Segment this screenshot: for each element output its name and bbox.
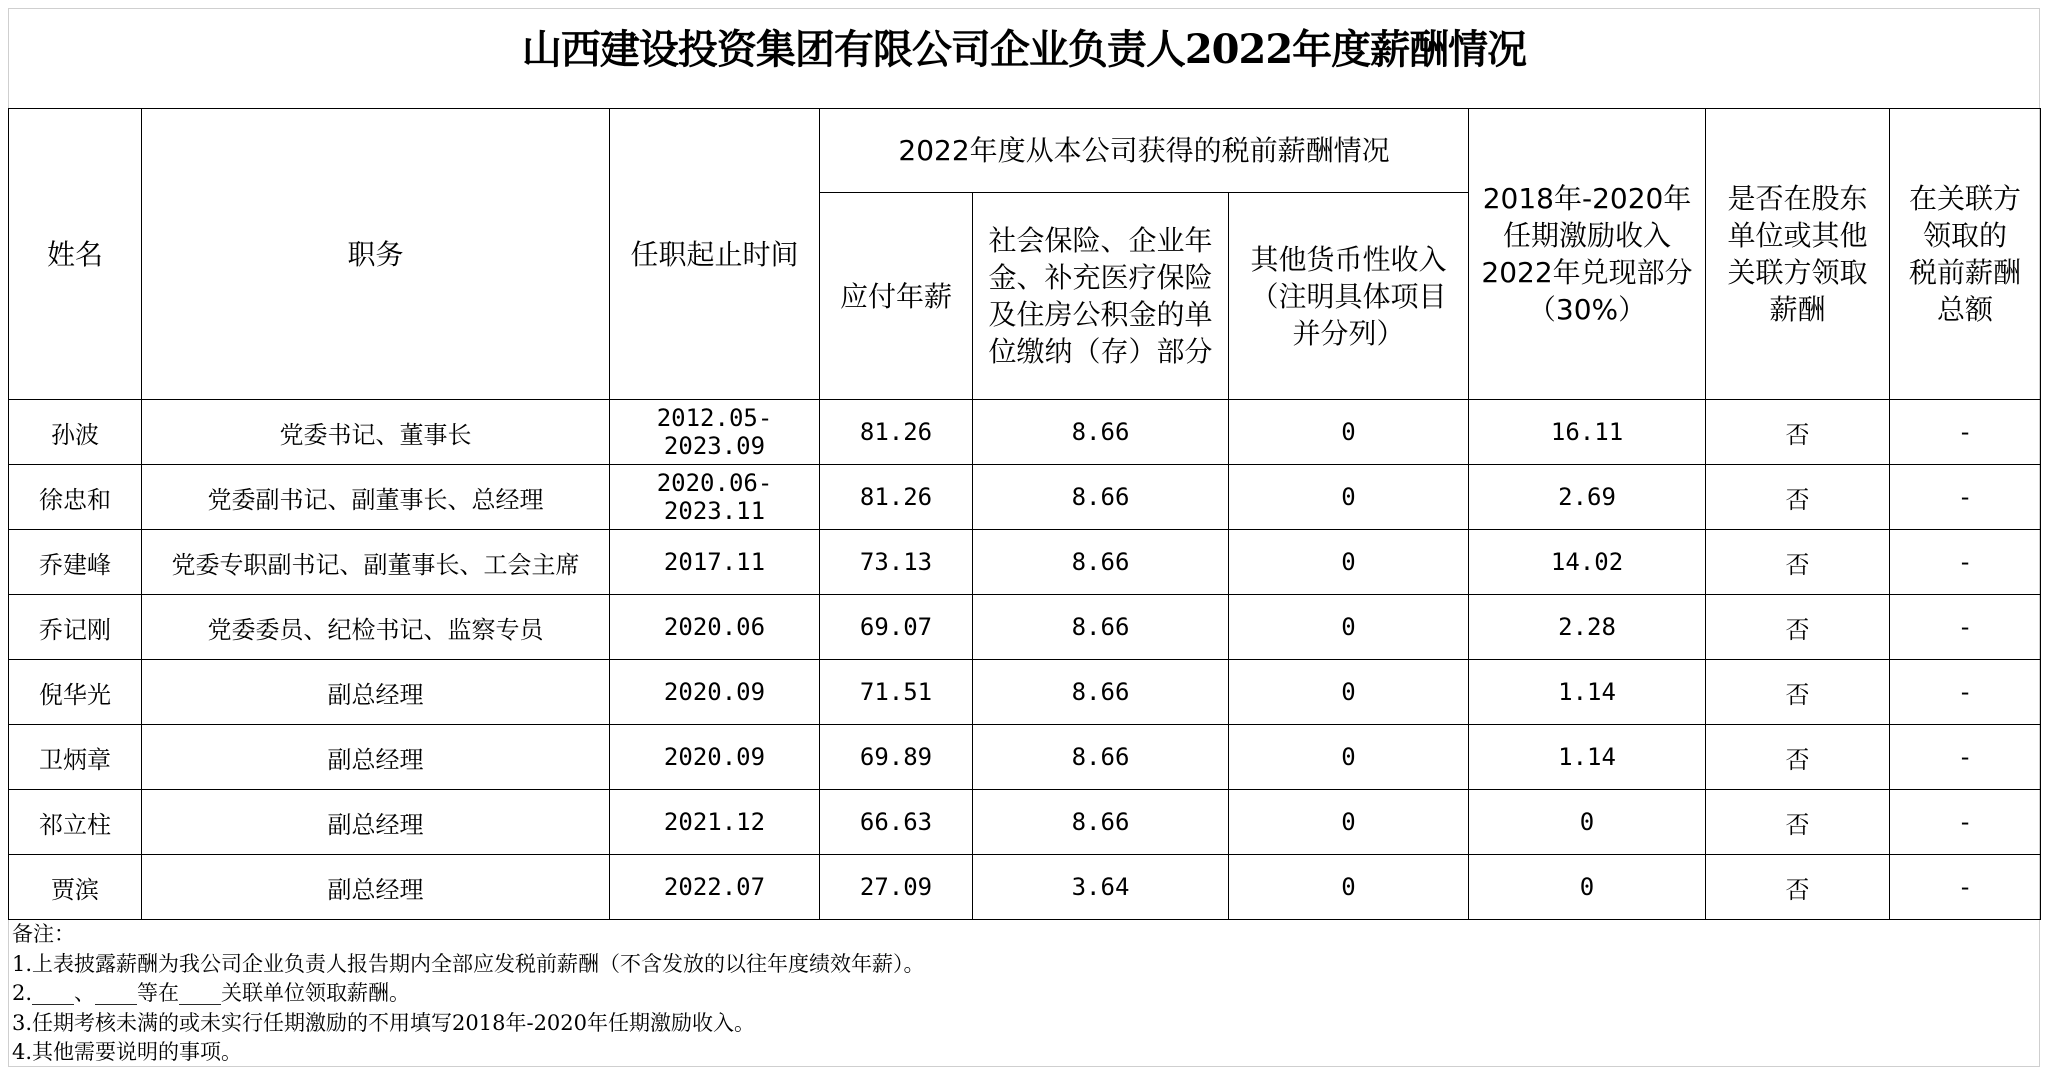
header-social-insurance: 社会保险、企业年 金、补充医疗保险 及住房公积金的单 位缴纳（存）部分	[973, 193, 1229, 400]
note-item: 1.上表披露薪酬为我公司企业负责人报告期内全部应发税前薪酬（不含发放的以往年度绩效年薪）。	[12, 951, 925, 976]
table-row	[9, 790, 2041, 855]
cell-other-income: 0	[1229, 725, 1469, 790]
cell-social-insurance: 8.66	[973, 595, 1229, 660]
cell-term: 2020.09	[610, 660, 820, 725]
cell-shareholder: 否	[1706, 855, 1890, 920]
cell-incentive: 0	[1469, 855, 1706, 920]
cell-position: 党委委员、纪检书记、监察专员	[142, 595, 610, 660]
cell-other-income: 0	[1229, 595, 1469, 660]
cell-other-income: 0	[1229, 530, 1469, 595]
cell-position: 副总经理	[142, 660, 610, 725]
cell-shareholder: 否	[1706, 790, 1890, 855]
cell-other-income: 0	[1229, 660, 1469, 725]
cell-social-insurance: 8.66	[973, 660, 1229, 725]
cell-shareholder: 否	[1706, 400, 1890, 465]
cell-annual-salary: 27.09	[820, 855, 973, 920]
cell-related-total: -	[1890, 660, 2041, 725]
cell-term: 2012.05-2023.09	[610, 400, 820, 465]
header-shareholder: 是否在股东 单位或其他 关联方领取 薪酬	[1706, 109, 1890, 400]
cell-name: 孙波	[9, 400, 142, 465]
cell-term: 2017.11	[610, 530, 820, 595]
cell-annual-salary: 69.07	[820, 595, 973, 660]
cell-position: 副总经理	[142, 790, 610, 855]
cell-incentive: 16.11	[1469, 400, 1706, 465]
cell-name: 倪华光	[9, 660, 142, 725]
cell-name: 卫炳章	[9, 725, 142, 790]
header-name: 姓名	[9, 109, 142, 400]
cell-social-insurance: 8.66	[973, 530, 1229, 595]
header-related-total: 在关联方 领取的 税前薪酬 总额	[1890, 109, 2041, 400]
cell-term: 2020.06	[610, 595, 820, 660]
header-2022-salary-group: 2022年度从本公司获得的税前薪酬情况	[820, 109, 1469, 193]
cell-position: 党委书记、董事长	[142, 400, 610, 465]
cell-position: 副总经理	[142, 725, 610, 790]
cell-related-total: -	[1890, 595, 2041, 660]
note-item: 3.任期考核未满的或未实行任期激励的不用填写2018年-2020年任期激励收入。	[12, 1010, 756, 1035]
header-term: 任职起止时间	[610, 109, 820, 400]
cell-annual-salary: 81.26	[820, 400, 973, 465]
cell-name: 贾滨	[9, 855, 142, 920]
cell-related-total: -	[1890, 790, 2041, 855]
header-other-income: 其他货币性收入 （注明具体项目 并分列）	[1229, 193, 1469, 400]
cell-incentive: 2.69	[1469, 465, 1706, 530]
cell-shareholder: 否	[1706, 465, 1890, 530]
cell-related-total: -	[1890, 400, 2041, 465]
cell-shareholder: 否	[1706, 725, 1890, 790]
cell-name: 徐忠和	[9, 465, 142, 530]
salary-table	[8, 108, 2041, 920]
table-row	[9, 465, 2041, 530]
table-row	[9, 400, 2041, 465]
cell-position: 党委专职副书记、副董事长、工会主席	[142, 530, 610, 595]
cell-shareholder: 否	[1706, 595, 1890, 660]
cell-shareholder: 否	[1706, 530, 1890, 595]
cell-other-income: 0	[1229, 790, 1469, 855]
cell-related-total: -	[1890, 530, 2041, 595]
cell-related-total: -	[1890, 855, 2041, 920]
cell-social-insurance: 8.66	[973, 725, 1229, 790]
cell-position: 副总经理	[142, 855, 610, 920]
cell-name: 乔记刚	[9, 595, 142, 660]
cell-incentive: 2.28	[1469, 595, 1706, 660]
notes-section	[12, 920, 925, 1068]
cell-related-total: -	[1890, 725, 2041, 790]
table-row	[9, 530, 2041, 595]
cell-name: 乔建峰	[9, 530, 142, 595]
cell-shareholder: 否	[1706, 660, 1890, 725]
cell-name: 祁立柱	[9, 790, 142, 855]
cell-annual-salary: 66.63	[820, 790, 973, 855]
cell-incentive: 14.02	[1469, 530, 1706, 595]
cell-position: 党委副书记、副董事长、总经理	[142, 465, 610, 530]
cell-term: 2020.09	[610, 725, 820, 790]
note-item: 4.其他需要说明的事项。	[12, 1040, 243, 1064]
cell-social-insurance: 8.66	[973, 400, 1229, 465]
page-title: 山西建设投资集团有限公司企业负责人2022年度薪酬情况	[521, 26, 1527, 73]
cell-term: 2021.12	[610, 790, 820, 855]
cell-other-income: 0	[1229, 465, 1469, 530]
cell-other-income: 0	[1229, 855, 1469, 920]
cell-incentive: 0	[1469, 790, 1706, 855]
cell-incentive: 1.14	[1469, 725, 1706, 790]
table-row	[9, 595, 2041, 660]
table-row	[9, 660, 2041, 725]
cell-term: 2020.06-2023.11	[610, 465, 820, 530]
header-position: 职务	[142, 109, 610, 400]
cell-other-income: 0	[1229, 400, 1469, 465]
cell-annual-salary: 73.13	[820, 530, 973, 595]
table-row	[9, 855, 2041, 920]
cell-social-insurance: 3.64	[973, 855, 1229, 920]
cell-social-insurance: 8.66	[973, 465, 1229, 530]
cell-incentive: 1.14	[1469, 660, 1706, 725]
cell-term: 2022.07	[610, 855, 820, 920]
cell-annual-salary: 69.89	[820, 725, 973, 790]
header-annual-salary: 应付年薪	[820, 193, 973, 400]
cell-annual-salary: 81.26	[820, 465, 973, 530]
notes-heading: 备注：	[12, 922, 75, 946]
cell-annual-salary: 71.51	[820, 660, 973, 725]
note-item: 2.____、____等在____关联单位领取薪酬。	[12, 981, 411, 1005]
cell-social-insurance: 8.66	[973, 790, 1229, 855]
header-incentive: 2018年-2020年 任期激励收入 2022年兑现部分 （30%）	[1469, 109, 1706, 400]
table-row	[9, 725, 2041, 790]
cell-related-total: -	[1890, 465, 2041, 530]
